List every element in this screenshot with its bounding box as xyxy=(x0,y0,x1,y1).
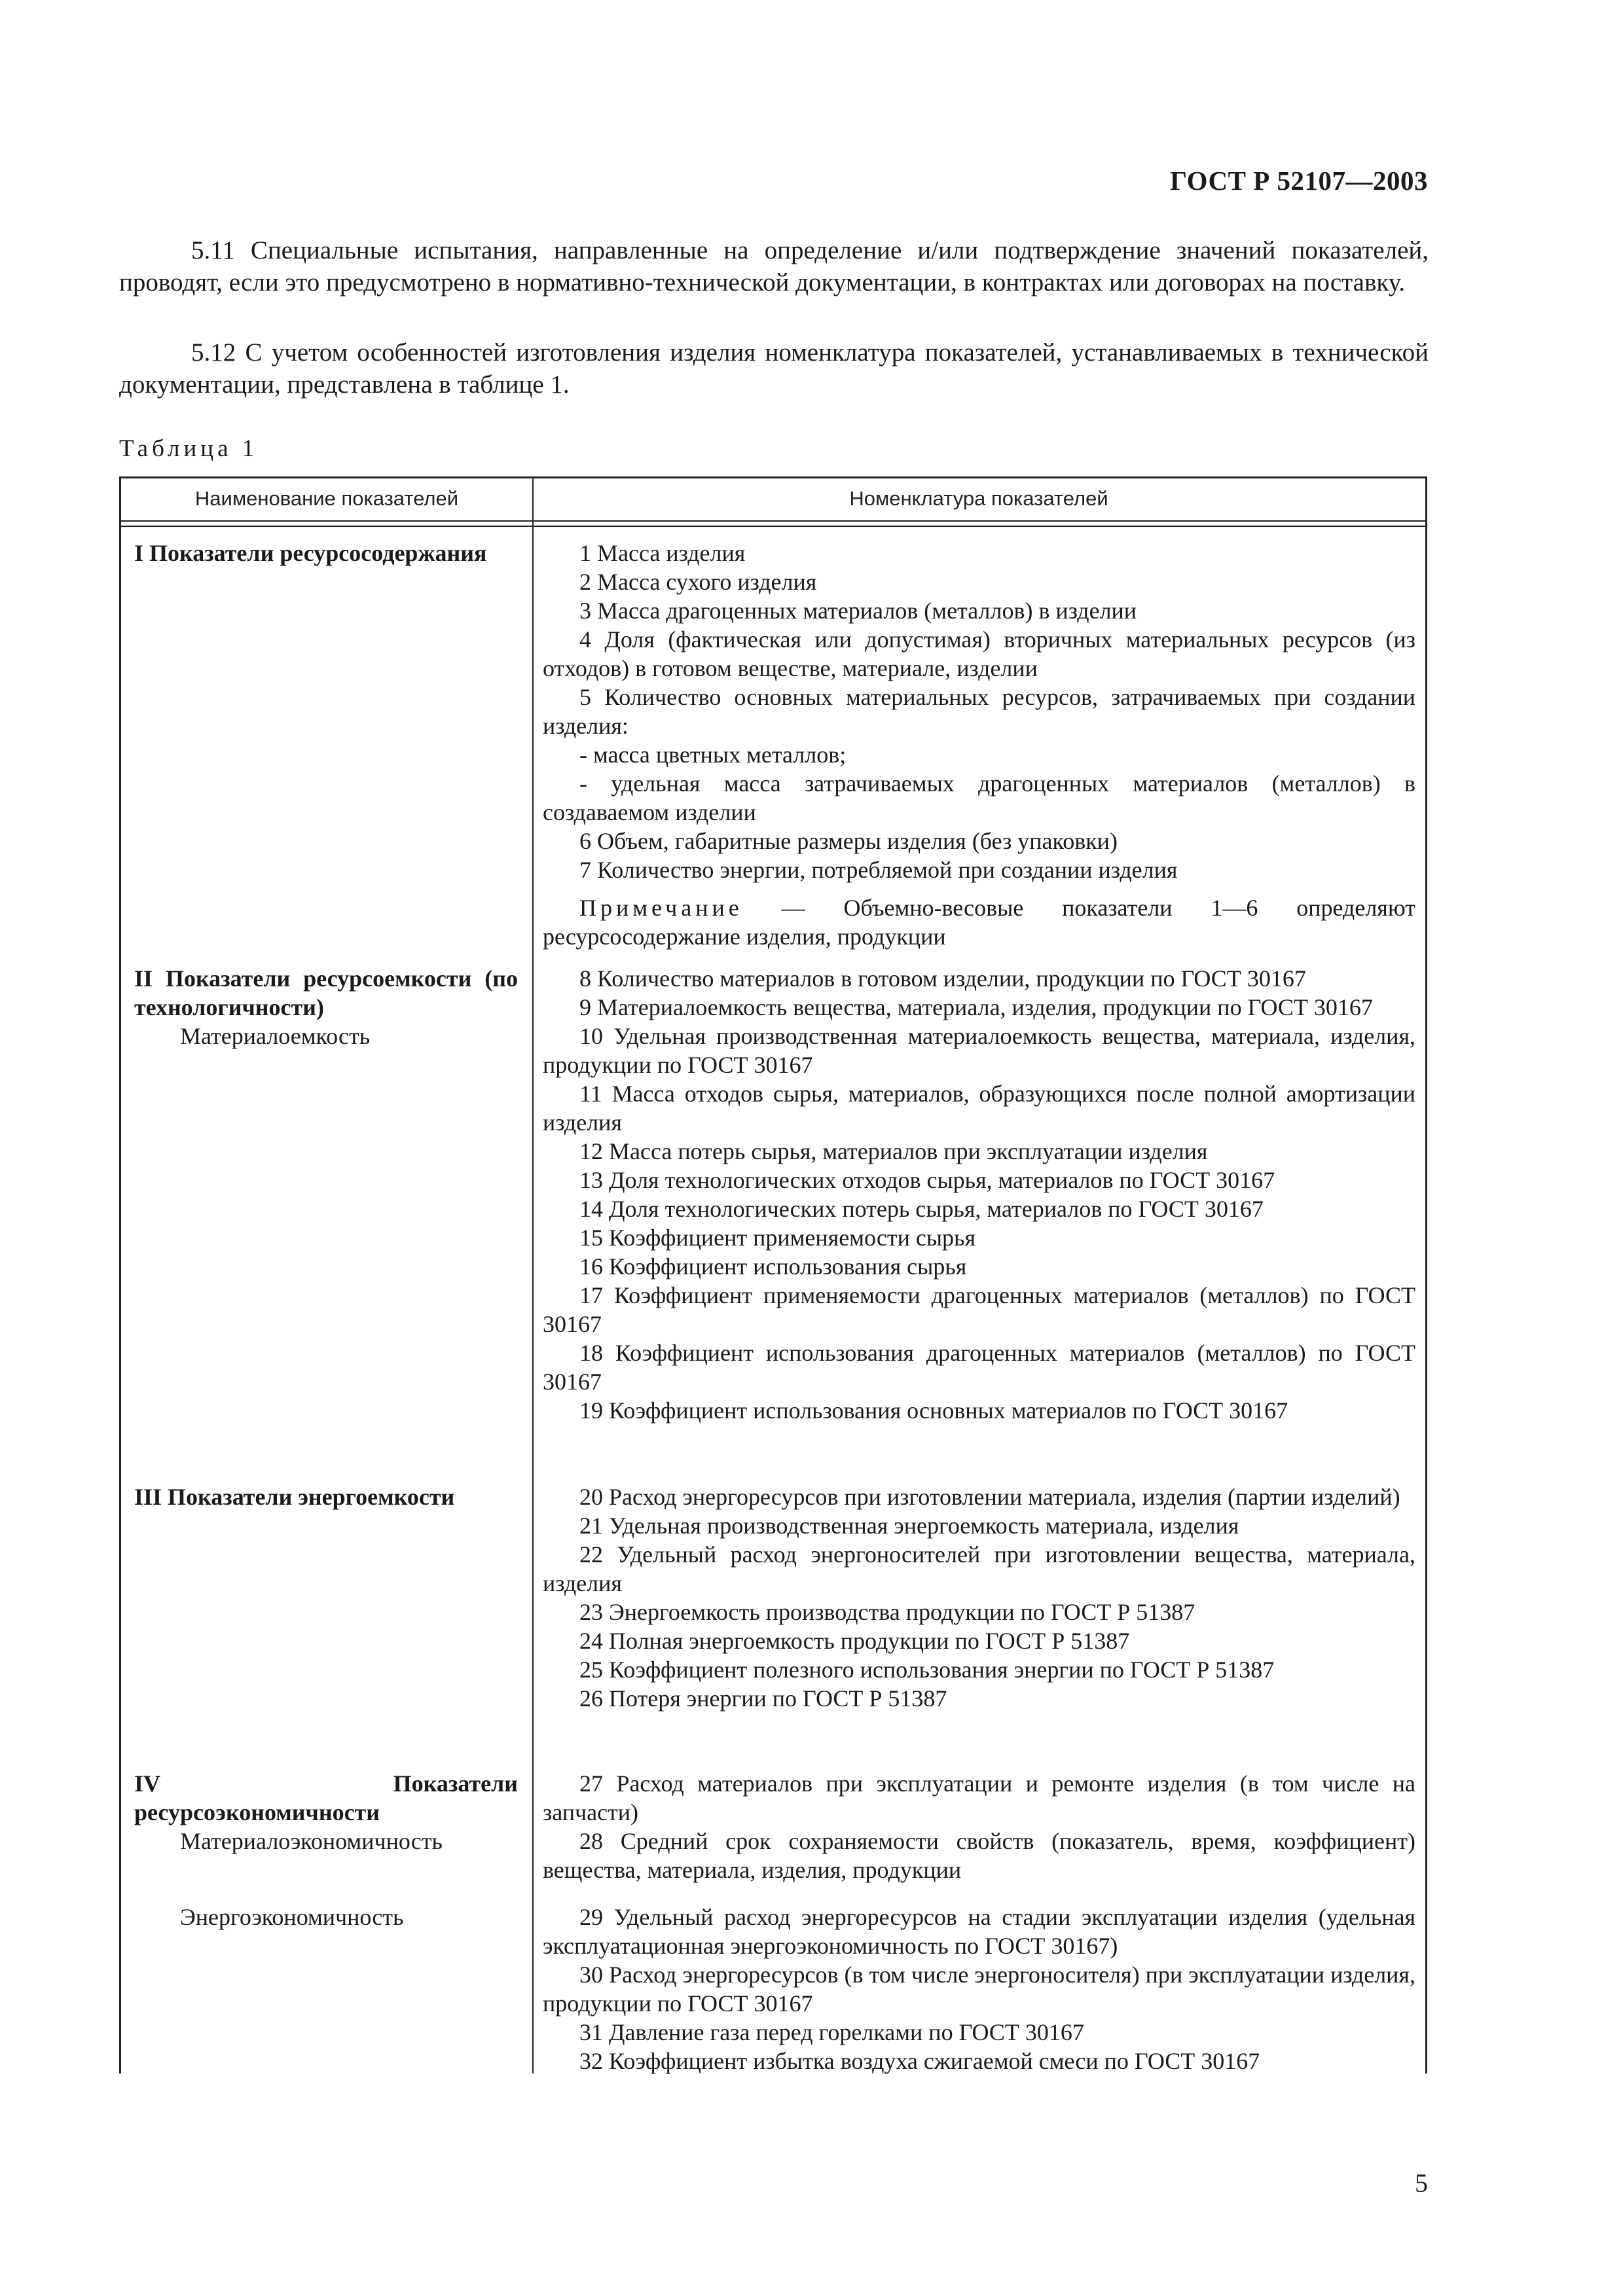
list-item: 21 Удельная производственная энергоемкость материала, изделия xyxy=(579,1513,1239,1539)
list-item: 9 Материалоемкость вещества, материала, изделия, продукции по ГОСТ 30167 xyxy=(579,994,1373,1020)
list-item: 10 Удельная производственная материалоемкость вещества, материала, изделия, продукции по ГОСТ 30167 xyxy=(543,1023,1415,1078)
group-subtitle-energy-economy: Энергоэкономичность xyxy=(180,1904,404,1930)
list-item: 7 Количество энергии, потребляемой при создании изделия xyxy=(579,857,1178,883)
list-item: 22 Удельный расход энергоносителей при изготовлении вещества, материала, изделия xyxy=(543,1541,1415,1596)
group-title-resource-content: I Показатели ресурсосодержания xyxy=(134,540,487,566)
list-item: 25 Коэффициент полезного использования энергии по ГОСТ Р 51387 xyxy=(579,1657,1275,1683)
list-item: 24 Полная энергоемкость продукции по ГОСТ Р 51387 xyxy=(579,1628,1130,1654)
list-item: 18 Коэффициент использования драгоценных материалов (металлов) по ГОСТ 30167 xyxy=(543,1340,1415,1395)
list-item: 20 Расход энергоресурсов при изготовлении материала, изделия (партии изделий) xyxy=(579,1484,1400,1510)
list-item: 19 Коэффициент использования основных материалов по ГОСТ 30167 xyxy=(579,1397,1288,1424)
list-item: 28 Средний срок сохраняемости свойств (показатель, время, коэффициент) вещества, материала, изделия, продукции xyxy=(543,1828,1415,1883)
group-items-resource-content xyxy=(543,539,1415,951)
document-code-header: ГОСТ Р 52107—2003 xyxy=(1170,166,1428,196)
list-item: 13 Доля технологических отходов сырья, материалов по ГОСТ 30167 xyxy=(579,1167,1275,1193)
list-item: 8 Количество материалов в готовом изделии, продукции по ГОСТ 30167 xyxy=(579,965,1306,992)
page-number: 5 xyxy=(1415,2168,1428,2198)
table-caption: Таблица 1 xyxy=(119,435,259,462)
indicators-table xyxy=(119,476,1427,2073)
list-item: 1 Масса изделия xyxy=(579,540,746,566)
list-item: 6 Объем, габаритные размеры изделия (без упаковки) xyxy=(579,828,1118,854)
group-items-energy-economy xyxy=(543,1903,1415,2075)
list-item: - удельная масса затрачиваемых драгоценных материалов (металлов) в создаваемом изделии xyxy=(543,770,1415,825)
group-title-resource-economy: IV Показатели ресурсоэкономичности Материалоэкономичность xyxy=(134,1770,518,1854)
list-item: 15 Коэффициент применяемости сырья xyxy=(579,1225,976,1251)
list-item: 16 Коэффициент использования сырья xyxy=(579,1253,967,1280)
group-title-energy-intensity: III Показатели энергоемкости xyxy=(134,1484,455,1510)
list-item: 17 Коэффициент применяемости драгоценных материалов (металлов) по ГОСТ 30167 xyxy=(543,1282,1415,1337)
paragraph-5-11: 5.11 Специальные испытания, направленные на определение и/или подтверждение значений показателей, проводят, если это предусмотрено в нормативно-технической документации, в контрактах или договорах на поставку. xyxy=(119,236,1429,296)
list-item: 23 Энергоемкость производства продукции по ГОСТ Р 51387 xyxy=(579,1599,1195,1625)
list-item: - масса цветных металлов; xyxy=(579,742,847,768)
table-note xyxy=(543,893,1415,951)
list-item: 3 Масса драгоценных материалов (металлов) в изделии xyxy=(579,598,1137,624)
column-header-names: Наименование показателей xyxy=(194,487,459,510)
group-subtitle-material-intensity: Материалоемкость xyxy=(180,1023,371,1049)
list-item: 27 Расход материалов при эксплуатации и ремонте изделия (в том числе на запчасти) xyxy=(543,1770,1415,1825)
note-label: Примечание xyxy=(579,895,743,921)
list-item: 2 Масса сухого изделия xyxy=(579,569,817,595)
group-items-material-economy xyxy=(543,1769,1415,1884)
list-item: 31 Давление газа перед горелками по ГОСТ 30167 xyxy=(579,2019,1084,2045)
group-title-resource-intensity: II Показатели ресурсоемкости (по технологичности) Материалоемкость xyxy=(134,965,518,1049)
list-item: 4 Доля (фактическая или допустимая) вторичных материальных ресурсов (из отходов) в готовом веществе, материале, изделии xyxy=(543,626,1415,681)
list-item: 11 Масса отходов сырья, материалов, образующихся после полной амортизации изделия xyxy=(543,1081,1415,1136)
list-item: 12 Масса потерь сырья, материалов при эксплуатации изделия xyxy=(579,1138,1208,1164)
column-divider xyxy=(532,478,534,2073)
paragraph-5-12: 5.12 С учетом особенностей изготовления изделия номенклатура показателей, устанавливаемых в технической документации, представлена в таблице 1. xyxy=(119,338,1429,399)
note-text: — Объемно-весовые показатели 1—6 определяют ресурсосодержание изделия, продукции xyxy=(543,895,1415,950)
table-header-row xyxy=(121,478,1425,522)
list-item: 5 Количество основных материальных ресурсов, затрачиваемых при создании изделия: xyxy=(543,684,1415,739)
group-items-resource-intensity xyxy=(543,964,1415,1425)
list-item: 26 Потеря энергии по ГОСТ Р 51387 xyxy=(579,1685,947,1712)
group-items-energy-intensity xyxy=(543,1482,1415,1713)
list-item: 30 Расход энергоресурсов (в том числе энергоносителя) при эксплуатации изделия, продукции по ГОСТ 30167 xyxy=(543,1962,1415,2017)
column-header-nomenclature: Номенклатура показателей xyxy=(849,487,1108,510)
group-subtitle-material-economy: Материалоэкономичность xyxy=(180,1828,443,1854)
list-item: 29 Удельный расход энергоресурсов на стадии эксплуатации изделия (удельная эксплуатационная энергоэкономичность по ГОСТ 30167) xyxy=(543,1904,1415,1959)
list-item: 14 Доля технологических потерь сырья, материалов по ГОСТ 30167 xyxy=(579,1196,1264,1222)
list-item: 32 Коэффициент избытка воздуха сжигаемой смеси по ГОСТ 30167 xyxy=(579,2048,1260,2074)
